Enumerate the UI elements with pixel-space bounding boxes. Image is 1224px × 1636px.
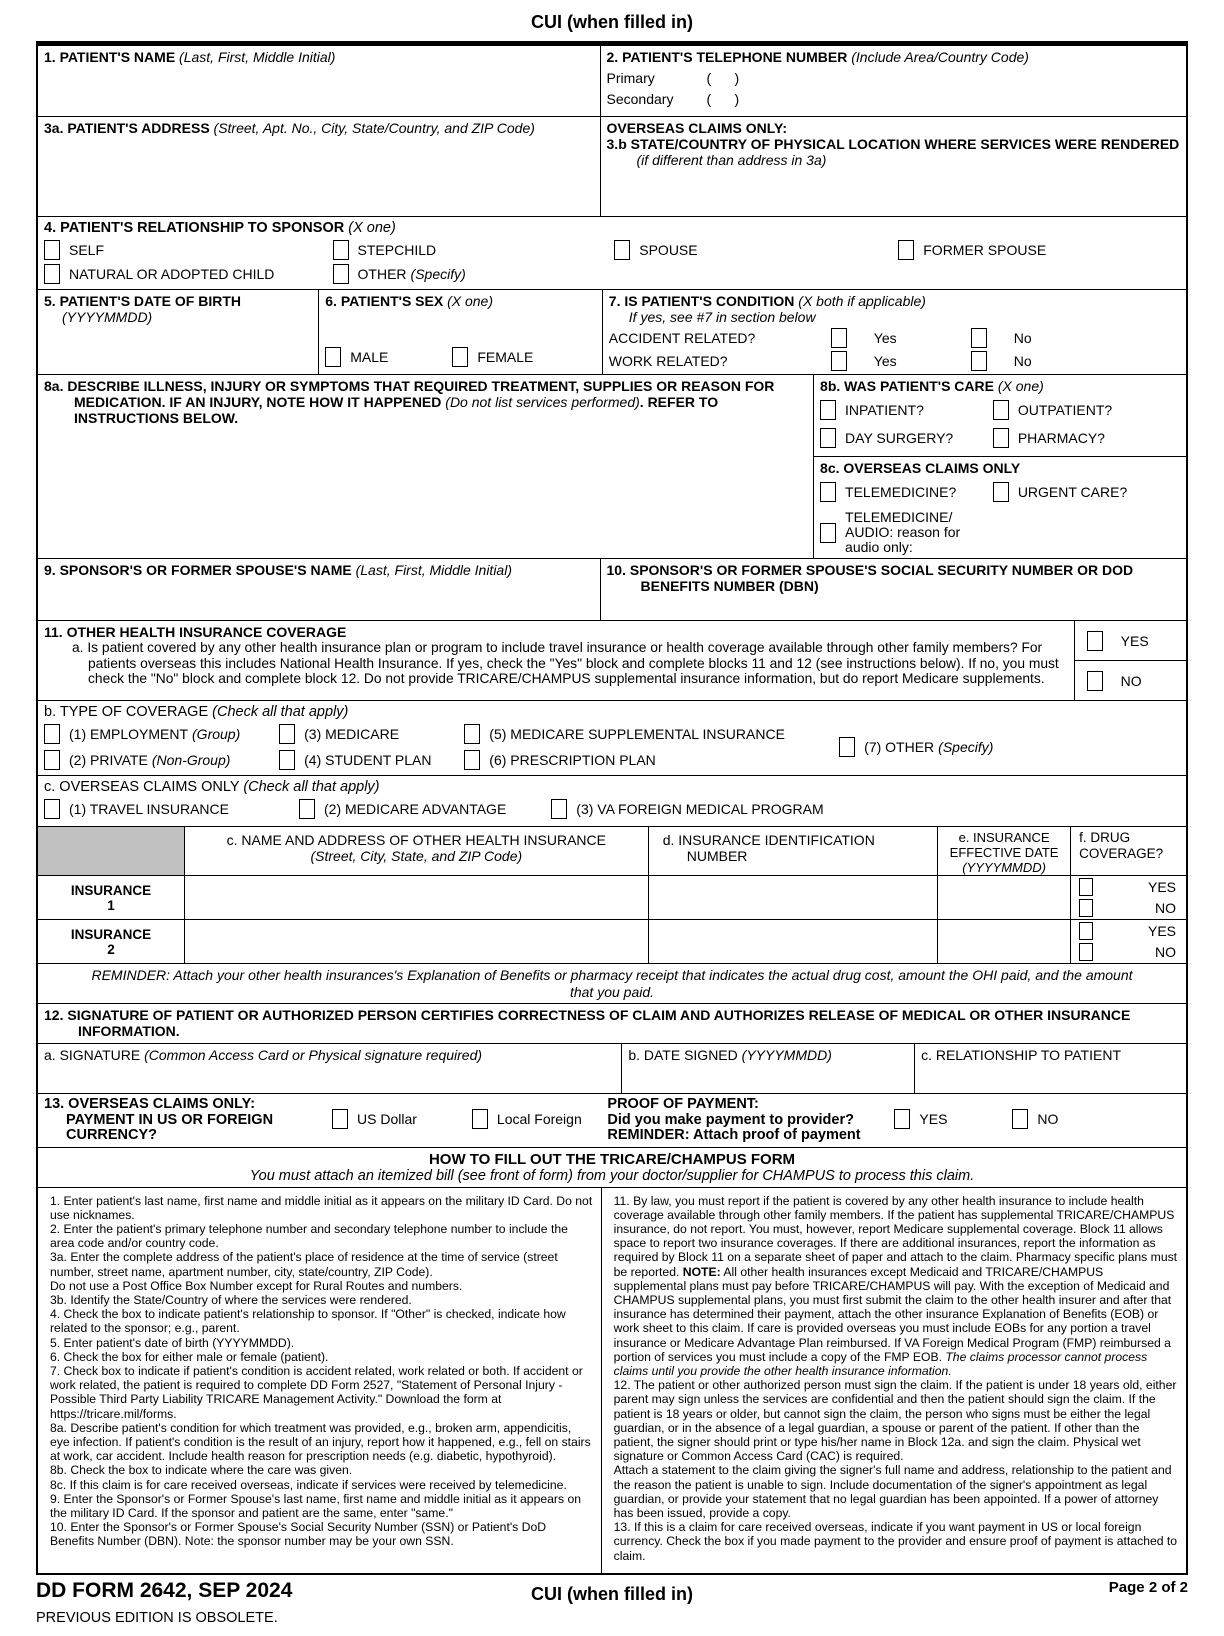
checkbox-coverage-student-plan[interactable] — [279, 750, 295, 770]
sex-hint: (X one) — [447, 293, 494, 309]
checkbox-payment-no[interactable] — [1012, 1109, 1028, 1129]
option-local-foreign — [472, 1109, 582, 1129]
checkbox-ohi-yes[interactable] — [1087, 631, 1103, 651]
payment-yes-label: YES — [919, 1111, 948, 1127]
section-12-signature-title — [38, 1003, 1186, 1043]
condition-label: 7. IS PATIENT'S CONDITION — [608, 293, 795, 309]
coverage-type-hint: (Check all that apply) — [212, 704, 349, 720]
row-8 — [38, 374, 1186, 558]
condition-sub: If yes, see #7 in section below — [628, 309, 816, 325]
instruction-item-2: 2. Enter the patient's primary telephone number and secondary telephone number to include the area code and/or country code. — [50, 1221, 568, 1251]
section-4-relationship — [38, 216, 1186, 289]
option-telemedicine-label: TELEMEDICINE? — [845, 484, 957, 500]
section-13-payment — [38, 1093, 1186, 1147]
col-drug-coverage-header — [1071, 827, 1186, 875]
option-inpatient — [820, 400, 993, 420]
option-self-label: SELF — [69, 242, 105, 258]
checkbox-coverage-medicare[interactable] — [279, 724, 295, 744]
payment-in-us-foreign-label: PAYMENT IN US OR FOREIGN — [66, 1111, 274, 1128]
option-medicare-advantage-label: (2) MEDICARE ADVANTAGE — [324, 801, 507, 817]
option-inpatient-label: INPATIENT? — [845, 402, 924, 418]
other-insurance-yes-no — [1075, 621, 1186, 700]
option-pharmacy — [993, 428, 1180, 448]
instruction-item-8b: 8b. Check the box to indicate where the care was given. — [50, 1463, 353, 1478]
payment-currency-block — [38, 1094, 607, 1147]
other-insurance-question: a. Is patient covered by any other health insurance plan or program to include travel insurance or health coverage available through other family members? For patients overseas this includes National Health Insurance. If yes, check the "Yes" block and complete blocks 11 and 12 (see instructions below). If no, you must check the "No" block and complete block 12. Do not provide TRICARE/CHAMPUS supplemental insurance information, but do report Medicare supplements. — [72, 640, 1059, 687]
insurance-1-name-address-cell[interactable] — [185, 876, 649, 919]
checkbox-other-relationship[interactable] — [333, 264, 349, 284]
work-yes-option — [831, 351, 971, 371]
work-related-label: WORK RELATED? — [608, 353, 728, 369]
checkbox-ins1-drug-no[interactable] — [1079, 899, 1093, 917]
instruction-11-italic: The claims processor cannot process claims until you provide the other health insurance information. — [613, 1349, 1148, 1378]
option-former-spouse-label: FORMER SPOUSE — [923, 242, 1047, 258]
checkbox-self[interactable] — [44, 240, 60, 260]
secondary-label: Secondary — [606, 91, 674, 107]
option-outpatient-label: OUTPATIENT? — [1017, 402, 1113, 418]
instruction-item-1: 1. Enter patient's last name, first name and middle initial as it appears on the military ID Card. Do not use nicknames. — [50, 1193, 593, 1222]
secondary-phone-line[interactable] — [607, 91, 1180, 107]
signature-field[interactable] — [38, 1044, 622, 1093]
overseas-claims-11c-label: c. OVERSEAS CLAIMS ONLY — [44, 779, 240, 795]
relationship-hint: (X one) — [348, 220, 396, 236]
dob-label: 5. PATIENT'S DATE OF BIRTH — [44, 293, 241, 309]
option-telemedicine — [820, 482, 993, 502]
patient-name-label: 1. PATIENT'S NAME — [44, 49, 176, 65]
reminder-row: REMINDER: Attach your other health insurances's Explanation of Benefits or pharmacy receipt that indicates the actual drug cost, amount the OHI paid, and the amount that you paid. — [38, 963, 1186, 1003]
instruction-item-12-attach: Attach a statement to the claim giving the signer's full name and address, relationship to the patient and the reason the patient is unable to sign. Include documentation of the signer's appointment as legal guardian, or provide your statement that no legal guardian has been appointed. If a power of attorney has been issued, provide a copy. — [613, 1463, 1172, 1520]
state-country-label: 3.b STATE/COUNTRY OF PHYSICAL LOCATION WHERE SERVICES WERE RENDERED — [606, 136, 1180, 152]
sponsor-name-hint: (Last, First, Middle Initial) — [355, 562, 512, 578]
option-medicare-supplemental-label: (5) MEDICARE SUPPLEMENTAL INSURANCE — [489, 726, 785, 742]
option-other-coverage — [839, 737, 1180, 757]
insurance-table-corner-cell — [38, 827, 185, 875]
row-2 — [38, 116, 1186, 216]
insurance-1-drug-coverage-cell — [1071, 876, 1186, 919]
option-employment — [44, 724, 279, 744]
instructions-section — [38, 1187, 1186, 1573]
insurance-1-word: INSURANCE — [70, 882, 152, 898]
insurance-2-number: 2 — [107, 941, 115, 957]
coverage-options — [44, 722, 1180, 772]
sponsor-name-field[interactable] — [38, 559, 601, 620]
overseas-claims-11c-hint: (Check all that apply) — [243, 779, 380, 795]
section-11b-coverage-type — [38, 700, 1186, 775]
other-insurance-label: 11. OTHER HEALTH INSURANCE COVERAGE — [44, 624, 347, 640]
instruction-item-3a: 3a. Enter the complete address of the patient's place of residence at the time of service (street number, street name, apartment number, city, state/country, ZIP Code). — [50, 1250, 558, 1279]
option-stepchild-label: STEPCHILD — [357, 242, 437, 258]
currency-label: CURRENCY? — [66, 1127, 158, 1143]
condition-hint: (X both if applicable) — [798, 293, 926, 309]
patient-address-label: 3a. PATIENT'S ADDRESS — [44, 120, 210, 136]
insurance-2-drug-no-label: NO — [1155, 944, 1176, 960]
primary-label: Primary — [606, 70, 655, 86]
col-id-number-header — [649, 827, 938, 875]
option-spouse — [614, 240, 898, 260]
patient-name-field[interactable] — [38, 46, 601, 116]
row-1 — [38, 46, 1186, 116]
option-employment-label: (1) EMPLOYMENT — [69, 726, 189, 742]
checkbox-ins2-drug-no[interactable] — [1079, 943, 1093, 961]
insurance-1-drug-yes — [1079, 878, 1176, 896]
work-no-option — [971, 351, 1180, 371]
relationship-to-patient-field[interactable] — [915, 1044, 1186, 1093]
sex-label: 6. PATIENT'S SEX — [325, 293, 444, 309]
option-male-label: MALE — [350, 349, 389, 365]
option-day-surgery-label: DAY SURGERY? — [845, 430, 954, 446]
was-patients-care-hint: (X one) — [997, 378, 1044, 394]
proof-of-payment-block — [607, 1094, 1186, 1147]
option-self — [44, 240, 333, 260]
overseas-claims-8c-label: 8c. OVERSEAS CLAIMS ONLY — [820, 460, 1021, 476]
page-footer — [36, 1579, 1188, 1636]
checkbox-work-no[interactable] — [971, 351, 987, 371]
overseas-claims-only-label: OVERSEAS CLAIMS ONLY: — [606, 120, 787, 136]
patient-name-hint: (Last, First, Middle Initial) — [179, 49, 336, 65]
dd-form-2642 — [36, 41, 1188, 1575]
option-employment-hint: (Group) — [192, 726, 241, 742]
option-travel-insurance — [44, 799, 229, 819]
option-us-dollar — [332, 1109, 417, 1129]
describe-illness-label: 8a. DESCRIBE ILLNESS, INJURY OR SYMPTOMS THAT REQUIRED TREATMENT, SUPPLIES OR REASON FOR MEDICATION. IF AN INJURY, NOTE HOW IT HAPPENED — [44, 378, 775, 410]
col-effective-date-header — [938, 827, 1071, 875]
insurance-2-label — [38, 920, 185, 963]
checkbox-ohi-no[interactable] — [1087, 671, 1103, 691]
col-c-hint: (Street, City, State, and ZIP Code) — [310, 848, 523, 864]
instruction-item-11 — [614, 1194, 1178, 1379]
checkbox-coverage-private[interactable] — [44, 750, 60, 770]
telephone-hint: (Include Area/Country Code) — [851, 49, 1029, 65]
cui-banner-bottom: CUI (when filled in) — [531, 1583, 693, 1604]
checkbox-work-yes[interactable] — [831, 351, 847, 371]
checkbox-va-foreign-medical[interactable] — [551, 799, 567, 819]
insurance-1-effective-date-cell[interactable] — [938, 876, 1071, 919]
relationship-label: 4. PATIENT'S RELATIONSHIP TO SPONSOR — [44, 220, 345, 236]
instruction-item-8a: 8a. Describe patient's condition for which treatment was provided, e.g., broken arm, appendicitis, eye infection. If patient's condition is the result of an injury, report how it happened, e.g., fell on stairs at work, car accident. Include health reason for prescription needs (e.g. diabetic, hypothyroid). — [50, 1420, 591, 1464]
describe-illness-field[interactable] — [38, 375, 814, 558]
col-name-address-header — [185, 827, 649, 875]
option-other-hint: (Specify) — [410, 266, 466, 282]
option-telemedicine-audio-label: TELEMEDICINE/ AUDIO: reason for audio only: — [845, 509, 961, 555]
patient-condition-field — [603, 290, 1186, 374]
option-medicare-advantage — [299, 799, 506, 819]
instruction-item-10: 10. Enter the Sponsor's or Former Spouse's Social Security Number (SSN) or Patient's DoD Benefits Number (DBN). Note: the sponsor number may be your own SSN. — [50, 1520, 547, 1549]
checkbox-former-spouse[interactable] — [898, 240, 914, 260]
option-pharmacy-label: PHARMACY? — [1017, 430, 1105, 446]
cui-banner-top: CUI (when filled in) — [531, 12, 693, 32]
accident-yes-option — [831, 328, 971, 348]
date-signed-field[interactable] — [622, 1044, 915, 1093]
col-e-label: e. INSURANCE EFFECTIVE DATE — [949, 830, 1059, 860]
option-private-label: (2) PRIVATE — [69, 752, 148, 768]
col-d-label: d. INSURANCE IDENTIFICATION NUMBER — [662, 832, 875, 864]
ohi-yes-option — [1075, 621, 1186, 661]
payment-yes-option — [894, 1109, 947, 1129]
signature-label: a. SIGNATURE — [44, 1047, 141, 1063]
option-student-plan — [279, 750, 464, 770]
primary-phone-line[interactable] — [607, 70, 1180, 86]
insurance-1-drug-yes-label: YES — [1147, 879, 1176, 895]
option-natural-adopted-child-label: NATURAL OR ADOPTED CHILD — [69, 266, 275, 282]
telephone-label: 2. PATIENT'S TELEPHONE NUMBER — [606, 49, 848, 65]
accident-related-label: ACCIDENT RELATED? — [608, 330, 756, 346]
accident-yes-label: Yes — [873, 330, 897, 346]
insurance-2-drug-no — [1079, 943, 1176, 961]
insurance-row-2 — [38, 919, 1186, 963]
option-medicare-label: (3) MEDICARE — [304, 726, 400, 742]
payment-question-label: Did you make payment to provider? — [607, 1111, 854, 1128]
section-8c-overseas — [814, 457, 1186, 558]
option-other-coverage-hint: (Specify) — [938, 739, 994, 755]
option-outpatient — [993, 400, 1180, 420]
how-to-header — [38, 1147, 1186, 1187]
option-former-spouse — [898, 240, 1180, 260]
checkbox-telemedicine[interactable] — [820, 482, 836, 502]
instruction-item-6: 6. Check the box for either male or female (patient). — [50, 1349, 329, 1364]
instructions-left-column — [38, 1188, 602, 1573]
option-prescription-plan — [464, 750, 839, 770]
option-medicare-supplemental — [464, 724, 839, 744]
instruction-11-note: NOTE: — [682, 1264, 721, 1279]
ohi-yes-label: YES — [1120, 632, 1149, 649]
instruction-item-7: 7. Check box to indicate if patient's condition is accident related, work related or both. If accident or work related, the patient is required to complete DD Form 2527, "Statement of Personal Injury - Possible Third Party Liability TRICARE Management Activity." Download the form at https://tricare.mil/forms. — [50, 1363, 583, 1421]
checkbox-day-surgery[interactable] — [820, 428, 836, 448]
checkbox-spouse[interactable] — [614, 240, 630, 260]
option-spouse-label: SPOUSE — [639, 242, 698, 258]
checkbox-outpatient[interactable] — [993, 400, 1009, 420]
insurance-2-id-cell[interactable] — [649, 920, 938, 963]
checkbox-ins2-drug-yes[interactable] — [1079, 922, 1093, 940]
insurance-1-id-cell[interactable] — [649, 876, 938, 919]
checkbox-coverage-employment[interactable] — [44, 724, 60, 744]
option-male — [325, 347, 388, 367]
checkbox-coverage-medicare-supplemental[interactable] — [464, 724, 480, 744]
ohi-no-option — [1075, 661, 1186, 700]
checkbox-coverage-other[interactable] — [839, 737, 855, 757]
accident-no-label: No — [1013, 330, 1032, 346]
checkbox-inpatient[interactable] — [820, 400, 836, 420]
insurance-table-header — [38, 826, 1186, 875]
date-signed-label: b. DATE SIGNED — [628, 1047, 738, 1063]
state-country-hint: (if different than address in 3a) — [636, 152, 827, 168]
insurance-2-effective-date-cell[interactable] — [938, 920, 1071, 963]
work-no-label: No — [1013, 353, 1032, 369]
how-to-subtitle: You must attach an itemized bill (see front of form) from your doctor/supplier for CHAMPUS to process this claim. — [249, 1167, 975, 1184]
other-insurance-text — [38, 621, 1075, 700]
option-urgent-care — [993, 482, 1180, 502]
instruction-item-5: 5. Enter patient's date of birth (YYYYMMDD). — [50, 1335, 295, 1350]
proof-reminder-label: REMINDER: Attach proof of payment — [607, 1127, 861, 1143]
instruction-item-12: 12. The patient or other authorized person must sign the claim. If the patient is under 18 years old, either parent may sign unless the services are confidential and then the patient should sign the claim. If the patient is 18 years or older, but cannot sign the claim, the person who signs must be either the legal guardian, or in the absence of a legal guardian, a spouse or parent of the patient. If other than the patient, the signer should print or type his/her name in Block 12a. and sign the claim. Physical wet signature or Common Access Card (CAC) is required. — [613, 1378, 1177, 1464]
work-yes-label: Yes — [873, 353, 897, 369]
signature-row — [38, 1043, 1186, 1093]
page-number: Page 2 of 2 — [1108, 1578, 1188, 1596]
option-private-hint: (Non-Group) — [151, 752, 231, 768]
option-va-foreign-medical-label: (3) VA FOREIGN MEDICAL PROGRAM — [576, 801, 824, 817]
checkbox-us-dollar[interactable] — [332, 1109, 348, 1129]
payment-no-label: NO — [1037, 1111, 1059, 1127]
form-id: DD FORM 2642, SEP 2024 — [36, 1578, 293, 1602]
option-stepchild — [333, 240, 615, 260]
option-day-surgery — [820, 428, 993, 448]
option-other-relationship — [333, 264, 615, 284]
option-travel-insurance-label: (1) TRAVEL INSURANCE — [69, 801, 229, 817]
previous-edition-note: PREVIOUS EDITION IS OBSOLETE. — [36, 1609, 278, 1626]
insurance-1-drug-no-label: NO — [1155, 900, 1176, 916]
option-telemedicine-audio — [820, 510, 1180, 555]
instructions-right-column — [602, 1188, 1186, 1573]
payment-currency-label — [44, 1097, 332, 1144]
instruction-item-4: 4. Check the box to indicate patient's relationship to sponsor. If "Other" is checked, indicate how related to the sponsor; e.g., parent. — [50, 1307, 566, 1336]
section-11-other-insurance — [38, 620, 1186, 700]
checkbox-female[interactable] — [452, 347, 468, 367]
date-of-birth-field[interactable] — [38, 290, 319, 374]
proof-of-payment-text — [607, 1097, 894, 1144]
instruction-item-8c: 8c. If this claim is for care received overseas, indicate if services were received by telemedicine. — [50, 1477, 567, 1492]
option-urgent-care-label: URGENT CARE? — [1017, 484, 1128, 500]
relationship-to-patient-label: c. RELATIONSHIP TO PATIENT — [921, 1047, 1121, 1063]
checkbox-urgent-care[interactable] — [993, 482, 1009, 502]
checkbox-pharmacy[interactable] — [993, 428, 1009, 448]
date-signed-hint: (YYYYMMDD) — [741, 1047, 832, 1063]
patient-sex-field — [319, 290, 603, 374]
secondary-phone-paren: ( ) — [706, 91, 740, 107]
checkbox-stepchild[interactable] — [333, 240, 349, 260]
checkbox-medicare-advantage[interactable] — [299, 799, 315, 819]
insurance-2-word: INSURANCE — [70, 926, 152, 942]
instruction-11-text-2: All other health insurances except Medicaid and TRICARE/CHAMPUS supplemental plans must pay before TRICARE/CHAMPUS will pay. With the exception of Medicaid and CHAMPUS supplemental plans, you must first submit the claim to the other health insurer and after that insurance has determined their payment, attach the other insurance Explanation of Benefits (EOB) or work sheet to this claim. If care is provided overseas you must include EOBs for any portion a travel insurance or Medicare Advantage Plan reimbursed. If VA Foreign Medical Program (FMP) reimbursed a portion of services you must include a copy of the FMP EOB. — [613, 1264, 1172, 1364]
option-natural-adopted-child — [44, 264, 333, 284]
option-medicare — [279, 724, 464, 744]
accident-no-option — [971, 328, 1180, 348]
overseas-location-field[interactable] — [601, 117, 1186, 216]
instruction-item-9: 9. Enter the Sponsor's or Former Spouse's last name, first name and middle initial as it appears on the military ID Card. If the sponsor and patient are the same, enter "same." — [50, 1491, 582, 1520]
option-other-label: OTHER — [357, 266, 407, 282]
option-local-foreign-label: Local Foreign — [496, 1111, 582, 1127]
checkbox-payment-yes[interactable] — [894, 1109, 910, 1129]
checkbox-accident-no[interactable] — [971, 328, 987, 348]
ohi-no-label: NO — [1120, 672, 1142, 689]
insurance-row-1 — [38, 875, 1186, 919]
primary-phone-paren: ( ) — [706, 70, 740, 86]
patient-telephone-field[interactable] — [601, 46, 1186, 116]
col-e-hint: (YYYYMMDD) — [962, 860, 1046, 875]
signature-certification-label: 12. SIGNATURE OF PATIENT OR AUTHORIZED PERSON CERTIFIES CORRECTNESS OF CLAIM AND AUTHORIZES RELEASE OF MEDICAL OR OTHER INSURANCE INFORMATION. — [44, 1007, 1131, 1039]
section-8b-care — [814, 375, 1186, 457]
checkbox-ins1-drug-yes[interactable] — [1079, 878, 1093, 896]
checkbox-local-foreign[interactable] — [472, 1109, 488, 1129]
checkbox-male[interactable] — [325, 347, 341, 367]
was-patients-care-label: 8b. WAS PATIENT'S CARE — [820, 378, 994, 394]
payment-no-option — [1012, 1109, 1058, 1129]
insurance-2-drug-yes — [1079, 922, 1176, 940]
care-type-column — [814, 375, 1186, 558]
insurance-2-drug-yes-label: YES — [1147, 923, 1176, 939]
row-9-10 — [38, 558, 1186, 620]
col-f-label: f. DRUG COVERAGE? — [1079, 830, 1164, 861]
checkbox-coverage-prescription-plan[interactable] — [464, 750, 480, 770]
insurance-2-drug-coverage-cell — [1071, 920, 1186, 963]
option-female — [452, 347, 533, 367]
describe-illness-hint: (Do not list services performed) — [445, 394, 640, 410]
dob-hint: (YYYYMMDD) — [62, 309, 153, 325]
insurance-1-label — [38, 876, 185, 919]
option-other-coverage-label: (7) OTHER — [864, 739, 935, 755]
coverage-type-label: b. TYPE OF COVERAGE — [44, 704, 209, 720]
refer-instructions-label: . REFER TO INSTRUCTIONS BELOW. — [74, 394, 719, 426]
proof-of-payment-label: PROOF OF PAYMENT: — [607, 1096, 759, 1112]
checkbox-travel-insurance[interactable] — [44, 799, 60, 819]
option-va-foreign-medical — [551, 799, 823, 819]
sponsor-ssn-field[interactable] — [601, 559, 1186, 620]
option-private — [44, 750, 279, 770]
option-us-dollar-label: US Dollar — [357, 1111, 417, 1127]
signature-hint: (Common Access Card or Physical signature required) — [144, 1047, 483, 1063]
row-5-6-7 — [38, 289, 1186, 374]
option-prescription-plan-label: (6) PRESCRIPTION PLAN — [489, 752, 656, 768]
relationship-options — [44, 238, 1180, 286]
instruction-11-text: 11. By law, you must report if the patient is covered by any other health insurance to include health coverage available through other family members. If the patient has supplemental TRICARE/CHAMPUS insurance, do not report. You must, however, report Medicare supplemental coverage. Block 11 allows space to report two insurance coverages. If there are additional insurances, report the information as required by Block 11 on a separate sheet of paper and attach to the claim. Pharmacy specific plans must be reported. — [613, 1193, 1178, 1279]
checkbox-accident-yes[interactable] — [831, 328, 847, 348]
instruction-item-3a-note: Do not use a Post Office Box Number except for Rural Routes and numbers. — [50, 1278, 463, 1293]
patient-address-hint: (Street, Apt. No., City, State/Country, and ZIP Code) — [213, 120, 535, 136]
option-student-plan-label: (4) STUDENT PLAN — [304, 752, 432, 768]
patient-address-field[interactable] — [38, 117, 601, 216]
overseas-claims-13-label: 13. OVERSEAS CLAIMS ONLY: — [44, 1096, 256, 1112]
overseas-claim-options — [44, 797, 1180, 823]
insurance-2-name-address-cell[interactable] — [185, 920, 649, 963]
insurance-1-drug-no — [1079, 899, 1176, 917]
instruction-item-13: 13. If this is a claim for care received overseas, indicate if you want payment in US or local foreign currency. Check the box if you made payment to the provider and ensure proof of payment is attached to claim. — [613, 1520, 1178, 1563]
section-11c-overseas-claims — [38, 775, 1186, 826]
option-female-label: FEMALE — [477, 349, 534, 365]
sponsor-ssn-label: 10. SPONSOR'S OR FORMER SPOUSE'S SOCIAL SECURITY NUMBER OR DOD BENEFITS NUMBER (DBN) — [606, 562, 1134, 594]
how-to-title: HOW TO FILL OUT THE TRICARE/CHAMPUS FORM — [428, 1150, 796, 1168]
insurance-1-number: 1 — [107, 897, 115, 913]
checkbox-telemedicine-audio[interactable] — [820, 523, 836, 543]
checkbox-natural-adopted-child[interactable] — [44, 264, 60, 284]
col-c-label: c. NAME AND ADDRESS OF OTHER HEALTH INSURANCE — [226, 832, 606, 848]
instruction-item-3b: 3b. Identify the State/Country of where the services were rendered. — [50, 1292, 412, 1307]
sponsor-name-label: 9. SPONSOR'S OR FORMER SPOUSE'S NAME — [44, 562, 352, 578]
